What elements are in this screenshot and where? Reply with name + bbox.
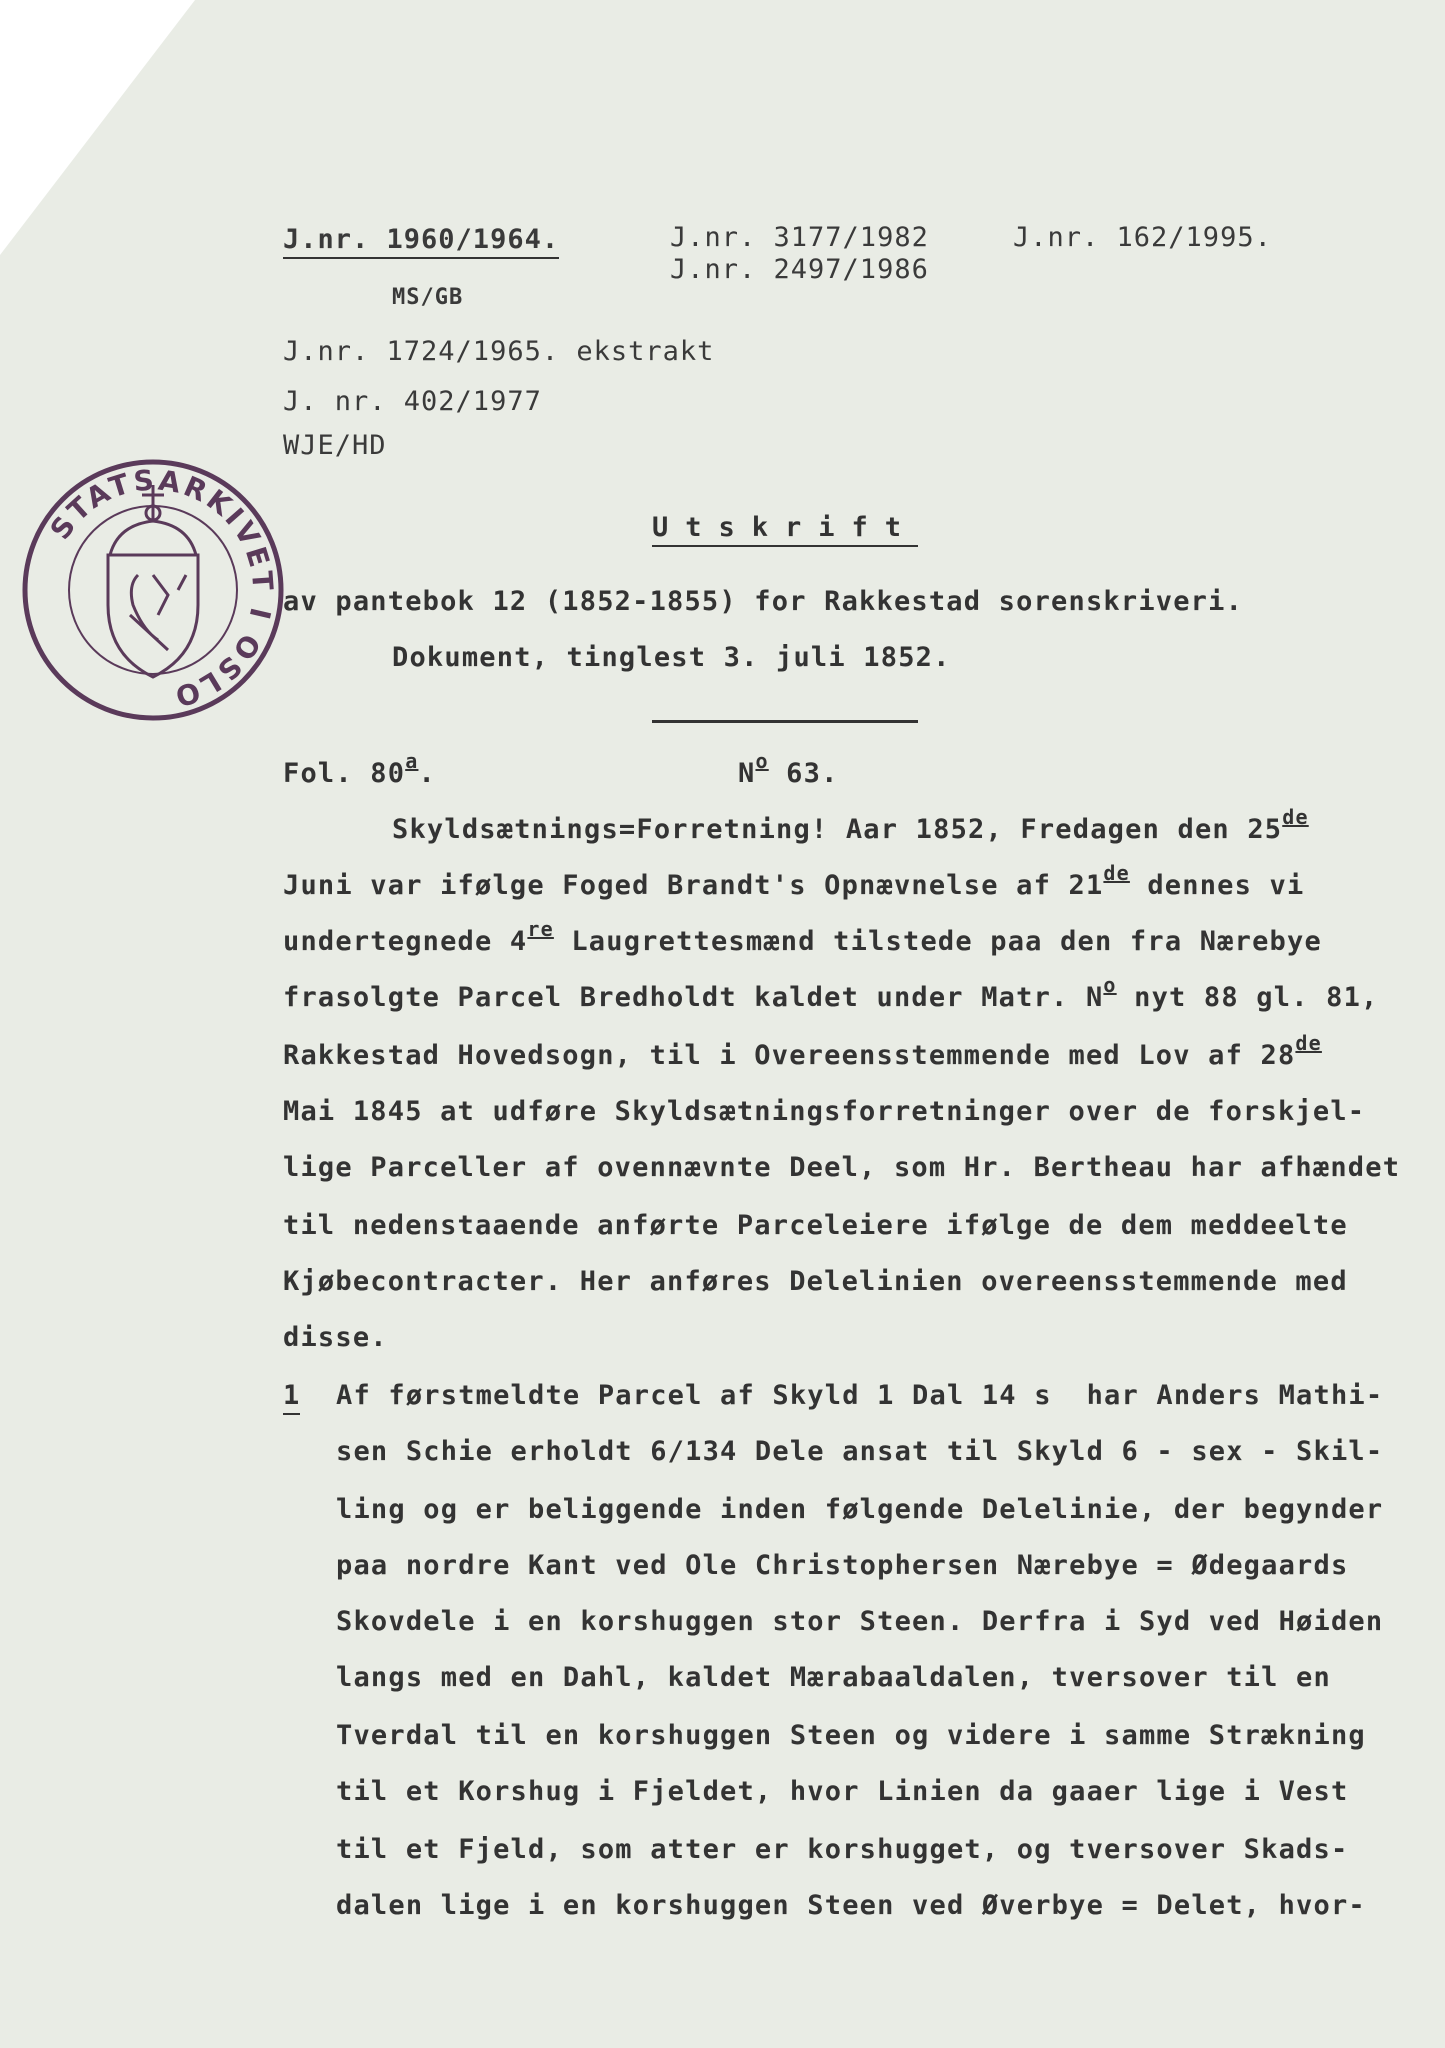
body-line-1-sup: de: [1282, 805, 1309, 829]
para-line-10: dalen lige i en korshuggen Steen ved Øverbye = Delet, hvor-: [336, 1890, 1366, 1921]
body-line-4-sup: o: [1103, 973, 1117, 997]
body-line-10: disse.: [283, 1322, 388, 1353]
number-superscript: o: [755, 749, 769, 773]
body-line-4-end: nyt 88 gl. 81,: [1116, 982, 1379, 1013]
body-line-2: [283, 861, 1305, 903]
folio-label: Fol. 80: [283, 758, 406, 789]
para-line-8: til et Korshug i Fjeldet, hvor Linien da gaaer lige i Vest: [336, 1776, 1349, 1807]
title-divider: [652, 720, 918, 723]
item-number: 1: [283, 1380, 300, 1415]
journal-number-162: J.nr. 162/1995.: [1013, 222, 1272, 253]
journal-number-1724: J.nr. 1724/1965. ekstrakt: [283, 336, 715, 367]
journal-number-3177: J.nr. 3177/1982: [670, 222, 929, 253]
body-line-4: [283, 973, 1379, 1015]
archive-stamp: [18, 455, 288, 725]
body-line-3-text: undertegnede 4: [283, 926, 528, 957]
body-line-1-text: Skyldsætnings=Forretning! Aar 1852, Fredagen den 25: [392, 814, 1283, 845]
body-line-5-sup: de: [1295, 1031, 1322, 1055]
body-line-3-end: Laugrettesmænd tilstede paa den fra Nærebye: [553, 926, 1322, 957]
subtitle-line-1: av pantebok 12 (1852-1855) for Rakkestad sorenskriveri.: [283, 586, 1244, 617]
body-line-2-end: dennes vi: [1129, 870, 1305, 901]
para-line-3: ling og er beliggende inden følgende Delelinie, der begynder: [336, 1494, 1384, 1525]
body-line-6: Mai 1845 at udføre Skyldsætningsforretninger over de forskjel-: [283, 1096, 1366, 1127]
number-label: N: [738, 758, 756, 789]
journal-number-2497: J.nr. 2497/1986: [670, 254, 929, 285]
coat-of-arms-icon: [108, 485, 198, 677]
stamp-text: STATSARKIVET I OSLO: [43, 463, 280, 715]
body-line-7: lige Parceller af ovennævnte Deel, som Hr. Bertheau har afhændet: [283, 1152, 1401, 1183]
body-line-8: til nedenstaaende anførte Parceleiere ifølge de dem meddeelte: [283, 1210, 1348, 1241]
wje-hd-initials: WJE/HD: [283, 430, 387, 461]
ms-gb-initials: MS/GB: [392, 285, 464, 310]
subtitle-line-2: Dokument, tinglest 3. juli 1852.: [392, 642, 951, 673]
body-line-1: [392, 805, 1309, 847]
journal-number-402: J. nr. 402/1977: [283, 386, 542, 417]
body-line-3-sup: re: [527, 917, 554, 941]
body-line-4-text: frasolgte Parcel Bredholdt kaldet under Matr. N: [283, 982, 1104, 1013]
folio-superscript: a: [405, 749, 419, 773]
para-line-2: sen Schie erholdt 6/134 Dele ansat til Skyld 6 - sex - Skil-: [336, 1436, 1384, 1467]
para-line-5: Skovdele i en korshuggen stor Steen. Derfra i Syd ved Høiden: [336, 1606, 1384, 1637]
para-line-7: Tverdal til en korshuggen Steen og videre i samme Strækning: [336, 1720, 1366, 1751]
number-value: 63.: [768, 758, 839, 789]
body-line-5: [283, 1031, 1322, 1073]
para-line-1: Af førstmeldte Parcel af Skyld 1 Dal 14 s har Anders Mathi-: [336, 1380, 1384, 1411]
document-title: Utskrift: [652, 512, 918, 547]
body-line-3: [283, 917, 1322, 959]
folio-reference: [283, 749, 436, 791]
para-line-6: langs med en Dahl, kaldet Mærabaaldalen, tversover til en: [336, 1662, 1331, 1693]
journal-number-1960: J.nr. 1960/1964.: [283, 224, 559, 259]
body-line-2-sup: de: [1103, 861, 1130, 885]
para-line-4: paa nordre Kant ved Ole Christophersen Nærebye = Ødegaards: [336, 1550, 1349, 1581]
number-reference: [738, 749, 839, 791]
body-line-5-text: Rakkestad Hovedsogn, til i Overeensstemmende med Lov af 28: [283, 1040, 1296, 1071]
folio-end: .: [418, 758, 436, 789]
body-line-2-text: Juni var ifølge Foged Brandt's Opnævnelse af 21: [283, 870, 1104, 901]
para-line-9: til et Fjeld, som atter er korshugget, og tversover Skads-: [336, 1834, 1349, 1865]
body-line-9: Kjøbecontracter. Her anføres Delelinien overeensstemmende med: [283, 1266, 1348, 1297]
